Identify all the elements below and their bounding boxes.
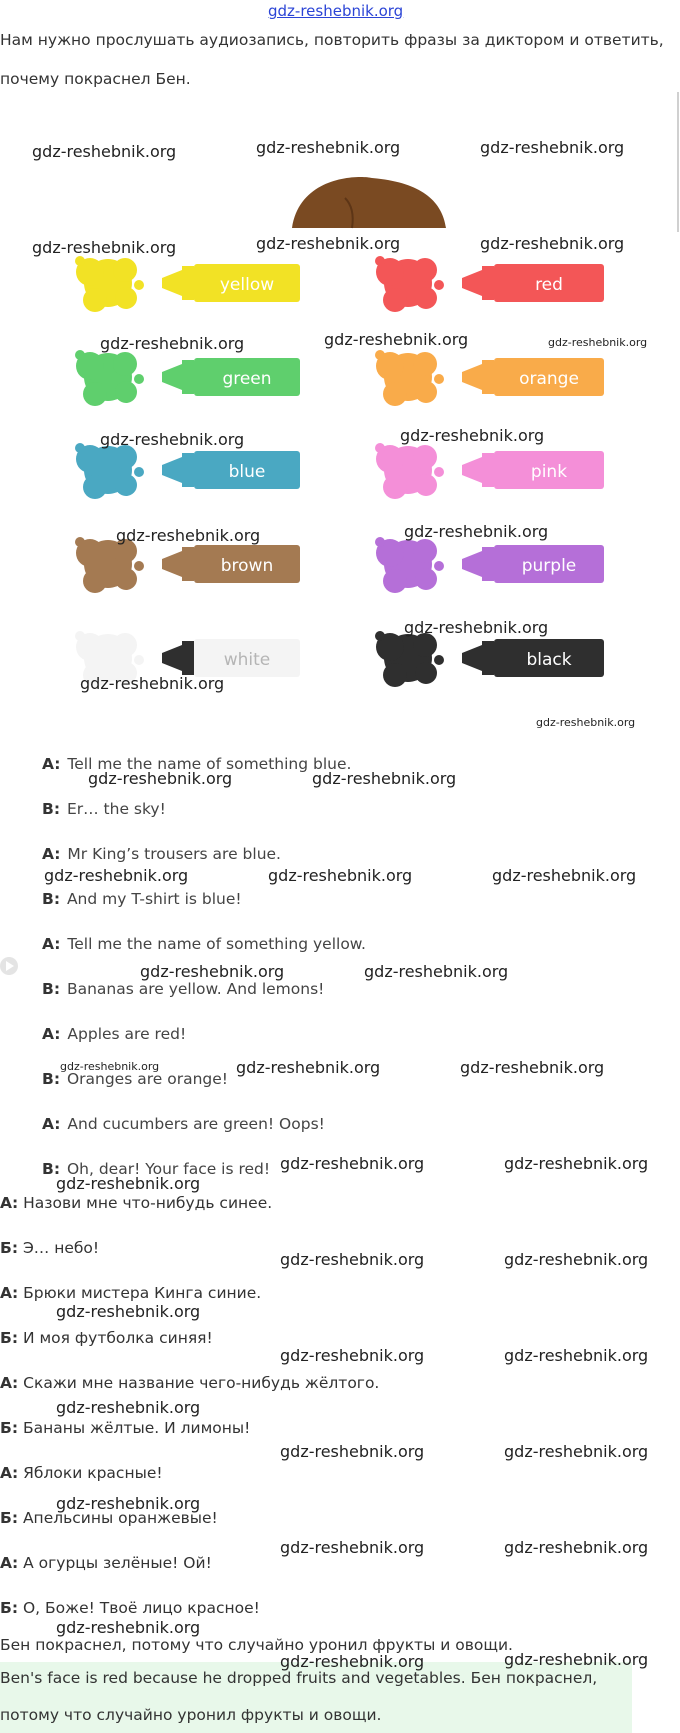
dialogue-en-line: B: Oranges are orange! <box>42 1070 228 1088</box>
watermark: gdz-reshebnik.org <box>324 330 469 349</box>
watermark: gdz-reshebnik.org <box>364 962 509 981</box>
watermark: gdz-reshebnik.org <box>56 1494 201 1513</box>
watermark: gdz-reshebnik.org <box>32 142 177 161</box>
watermark: gdz-reshebnik.org <box>280 1652 425 1671</box>
dialogue-ru-line: Б: Э… небо! <box>0 1239 100 1257</box>
dialogue-ru-line: А: Яблоки красные! <box>0 1464 163 1482</box>
orange-splash-icon <box>375 350 444 406</box>
dialogue-en-line: A: Tell me the name of something blue. <box>42 755 352 773</box>
watermark: gdz-reshebnik.org <box>88 769 233 788</box>
pink-splash-icon <box>375 443 444 499</box>
watermark: gdz-reshebnik.org <box>236 1058 381 1077</box>
watermark: gdz-reshebnik.org <box>280 1538 425 1557</box>
hair-shape <box>292 177 446 228</box>
yellow-splash-icon <box>75 256 144 312</box>
red-item <box>375 256 604 312</box>
watermark: gdz-reshebnik.org <box>404 618 549 637</box>
black-splash-icon <box>375 631 444 687</box>
intro-line-1: Нам нужно прослушать аудиозапись, повторить фразы за диктором и ответить, <box>0 31 664 49</box>
white-label: white <box>223 650 271 670</box>
site-link[interactable]: gdz-reshebnik.org <box>268 2 404 20</box>
dialogue-en-line: A: Mr King’s trousers are blue. <box>42 845 281 863</box>
watermark: gdz-reshebnik.org <box>44 866 189 885</box>
dialogue-en-line: A: And cucumbers are green! Oops! <box>42 1115 325 1133</box>
blue-label: blue <box>228 462 266 482</box>
pink-label: pink <box>530 462 568 482</box>
yellow-label: yellow <box>219 275 275 295</box>
dialogue-ru-line: Б: Апельсины оранжевые! <box>0 1509 218 1527</box>
watermark: gdz-reshebnik.org <box>100 334 245 353</box>
watermark: gdz-reshebnik.org <box>268 866 413 885</box>
watermark: gdz-reshebnik.org <box>56 1174 201 1193</box>
dialogue-en-line: A: Apples are red! <box>42 1025 187 1043</box>
watermark: gdz-reshebnik.org <box>504 1154 649 1173</box>
red-marker-icon <box>462 264 604 302</box>
watermark: gdz-reshebnik.org <box>100 430 245 449</box>
watermark: gdz-reshebnik.org <box>280 1442 425 1461</box>
dialogue-en-line: B: And my T-shirt is blue! <box>42 890 242 908</box>
dialogue-en-line: B: Er… the sky! <box>42 800 166 818</box>
watermark: gdz-reshebnik.org <box>504 1442 649 1461</box>
watermark: gdz-reshebnik.org <box>256 138 401 157</box>
play-audio-icon[interactable] <box>0 957 18 975</box>
green-label: green <box>222 369 272 389</box>
watermark: gdz-reshebnik.org <box>56 1302 201 1321</box>
orange-label: orange <box>519 369 579 389</box>
watermark: gdz-reshebnik.org <box>60 1060 160 1073</box>
orange-item <box>375 350 604 406</box>
dialogue-ru-line: Б: О, Боже! Твоё лицо красное! <box>0 1599 260 1617</box>
purple-label: purple <box>521 556 577 576</box>
watermark: gdz-reshebnik.org <box>280 1154 425 1173</box>
answer-line-2: потому что случайно уронил фрукты и овощи. <box>0 1706 382 1724</box>
dialogue-ru-line: А: Скажи мне название чего-нибудь жёлтого. <box>0 1374 380 1392</box>
brown-item <box>75 537 300 593</box>
answer-line-1: Ben's face is red because he dropped fruits and vegetables. Бен покраснел, <box>0 1669 598 1687</box>
blue-item <box>75 443 300 499</box>
dialogue-ru-line: А: Брюки мистера Кинга синие. <box>0 1284 262 1302</box>
conclusion-text: Бен покраснел, потому что случайно уронил фрукты и овощи. <box>0 1636 513 1654</box>
watermark: gdz-reshebnik.org <box>480 234 625 253</box>
yellow-item <box>75 256 300 312</box>
watermark: gdz-reshebnik.org <box>140 962 285 981</box>
watermark: gdz-reshebnik.org <box>116 526 261 545</box>
dialogue-ru-line: А: А огурцы зелёные! Ой! <box>0 1554 212 1572</box>
blue-splash-icon <box>75 443 144 499</box>
watermark: gdz-reshebnik.org <box>548 336 648 349</box>
dialogue-en-line: A: Tell me the name of something yellow. <box>42 935 366 953</box>
watermark: gdz-reshebnik.org <box>404 522 549 541</box>
brown-label: brown <box>220 556 274 576</box>
brown-splash-icon <box>75 537 144 593</box>
watermark: gdz-reshebnik.org <box>504 1250 649 1269</box>
dialogue-ru-line: А: Назови мне что-нибудь синее. <box>0 1194 273 1212</box>
purple-splash-icon <box>375 537 444 593</box>
watermark: gdz-reshebnik.org <box>400 426 545 445</box>
dialogue-en-line: B: Bananas are yellow. And lemons! <box>42 980 325 998</box>
watermark: gdz-reshebnik.org <box>536 716 636 729</box>
watermark: gdz-reshebnik.org <box>56 1618 201 1637</box>
black-item <box>375 631 604 687</box>
green-item <box>75 350 300 406</box>
watermark: gdz-reshebnik.org <box>312 769 457 788</box>
watermark: gdz-reshebnik.org <box>460 1058 605 1077</box>
watermark: gdz-reshebnik.org <box>80 674 225 693</box>
watermark: gdz-reshebnik.org <box>280 1250 425 1269</box>
red-label: red <box>535 275 563 295</box>
green-splash-icon <box>75 350 144 406</box>
dialogue-en-line: B: Oh, dear! Your face is red! <box>42 1160 271 1178</box>
watermark: gdz-reshebnik.org <box>256 234 401 253</box>
intro-line-2: почему покраснел Бен. <box>0 70 191 88</box>
watermark: gdz-reshebnik.org <box>504 1650 649 1669</box>
dialogue-ru-line: Б: И моя футболка синяя! <box>0 1329 213 1347</box>
watermark: gdz-reshebnik.org <box>504 1346 649 1365</box>
purple-item <box>375 537 604 593</box>
watermark: gdz-reshebnik.org <box>504 1538 649 1557</box>
watermark: gdz-reshebnik.org <box>492 866 637 885</box>
watermark: gdz-reshebnik.org <box>32 238 177 257</box>
black-label: black <box>526 650 572 670</box>
red-splash-icon <box>375 256 444 312</box>
watermark: gdz-reshebnik.org <box>56 1398 201 1417</box>
dialogue-ru-line: Б: Бананы жёлтые. И лимоны! <box>0 1419 251 1437</box>
watermark: gdz-reshebnik.org <box>280 1346 425 1365</box>
pink-item <box>375 443 604 499</box>
watermark: gdz-reshebnik.org <box>480 138 625 157</box>
